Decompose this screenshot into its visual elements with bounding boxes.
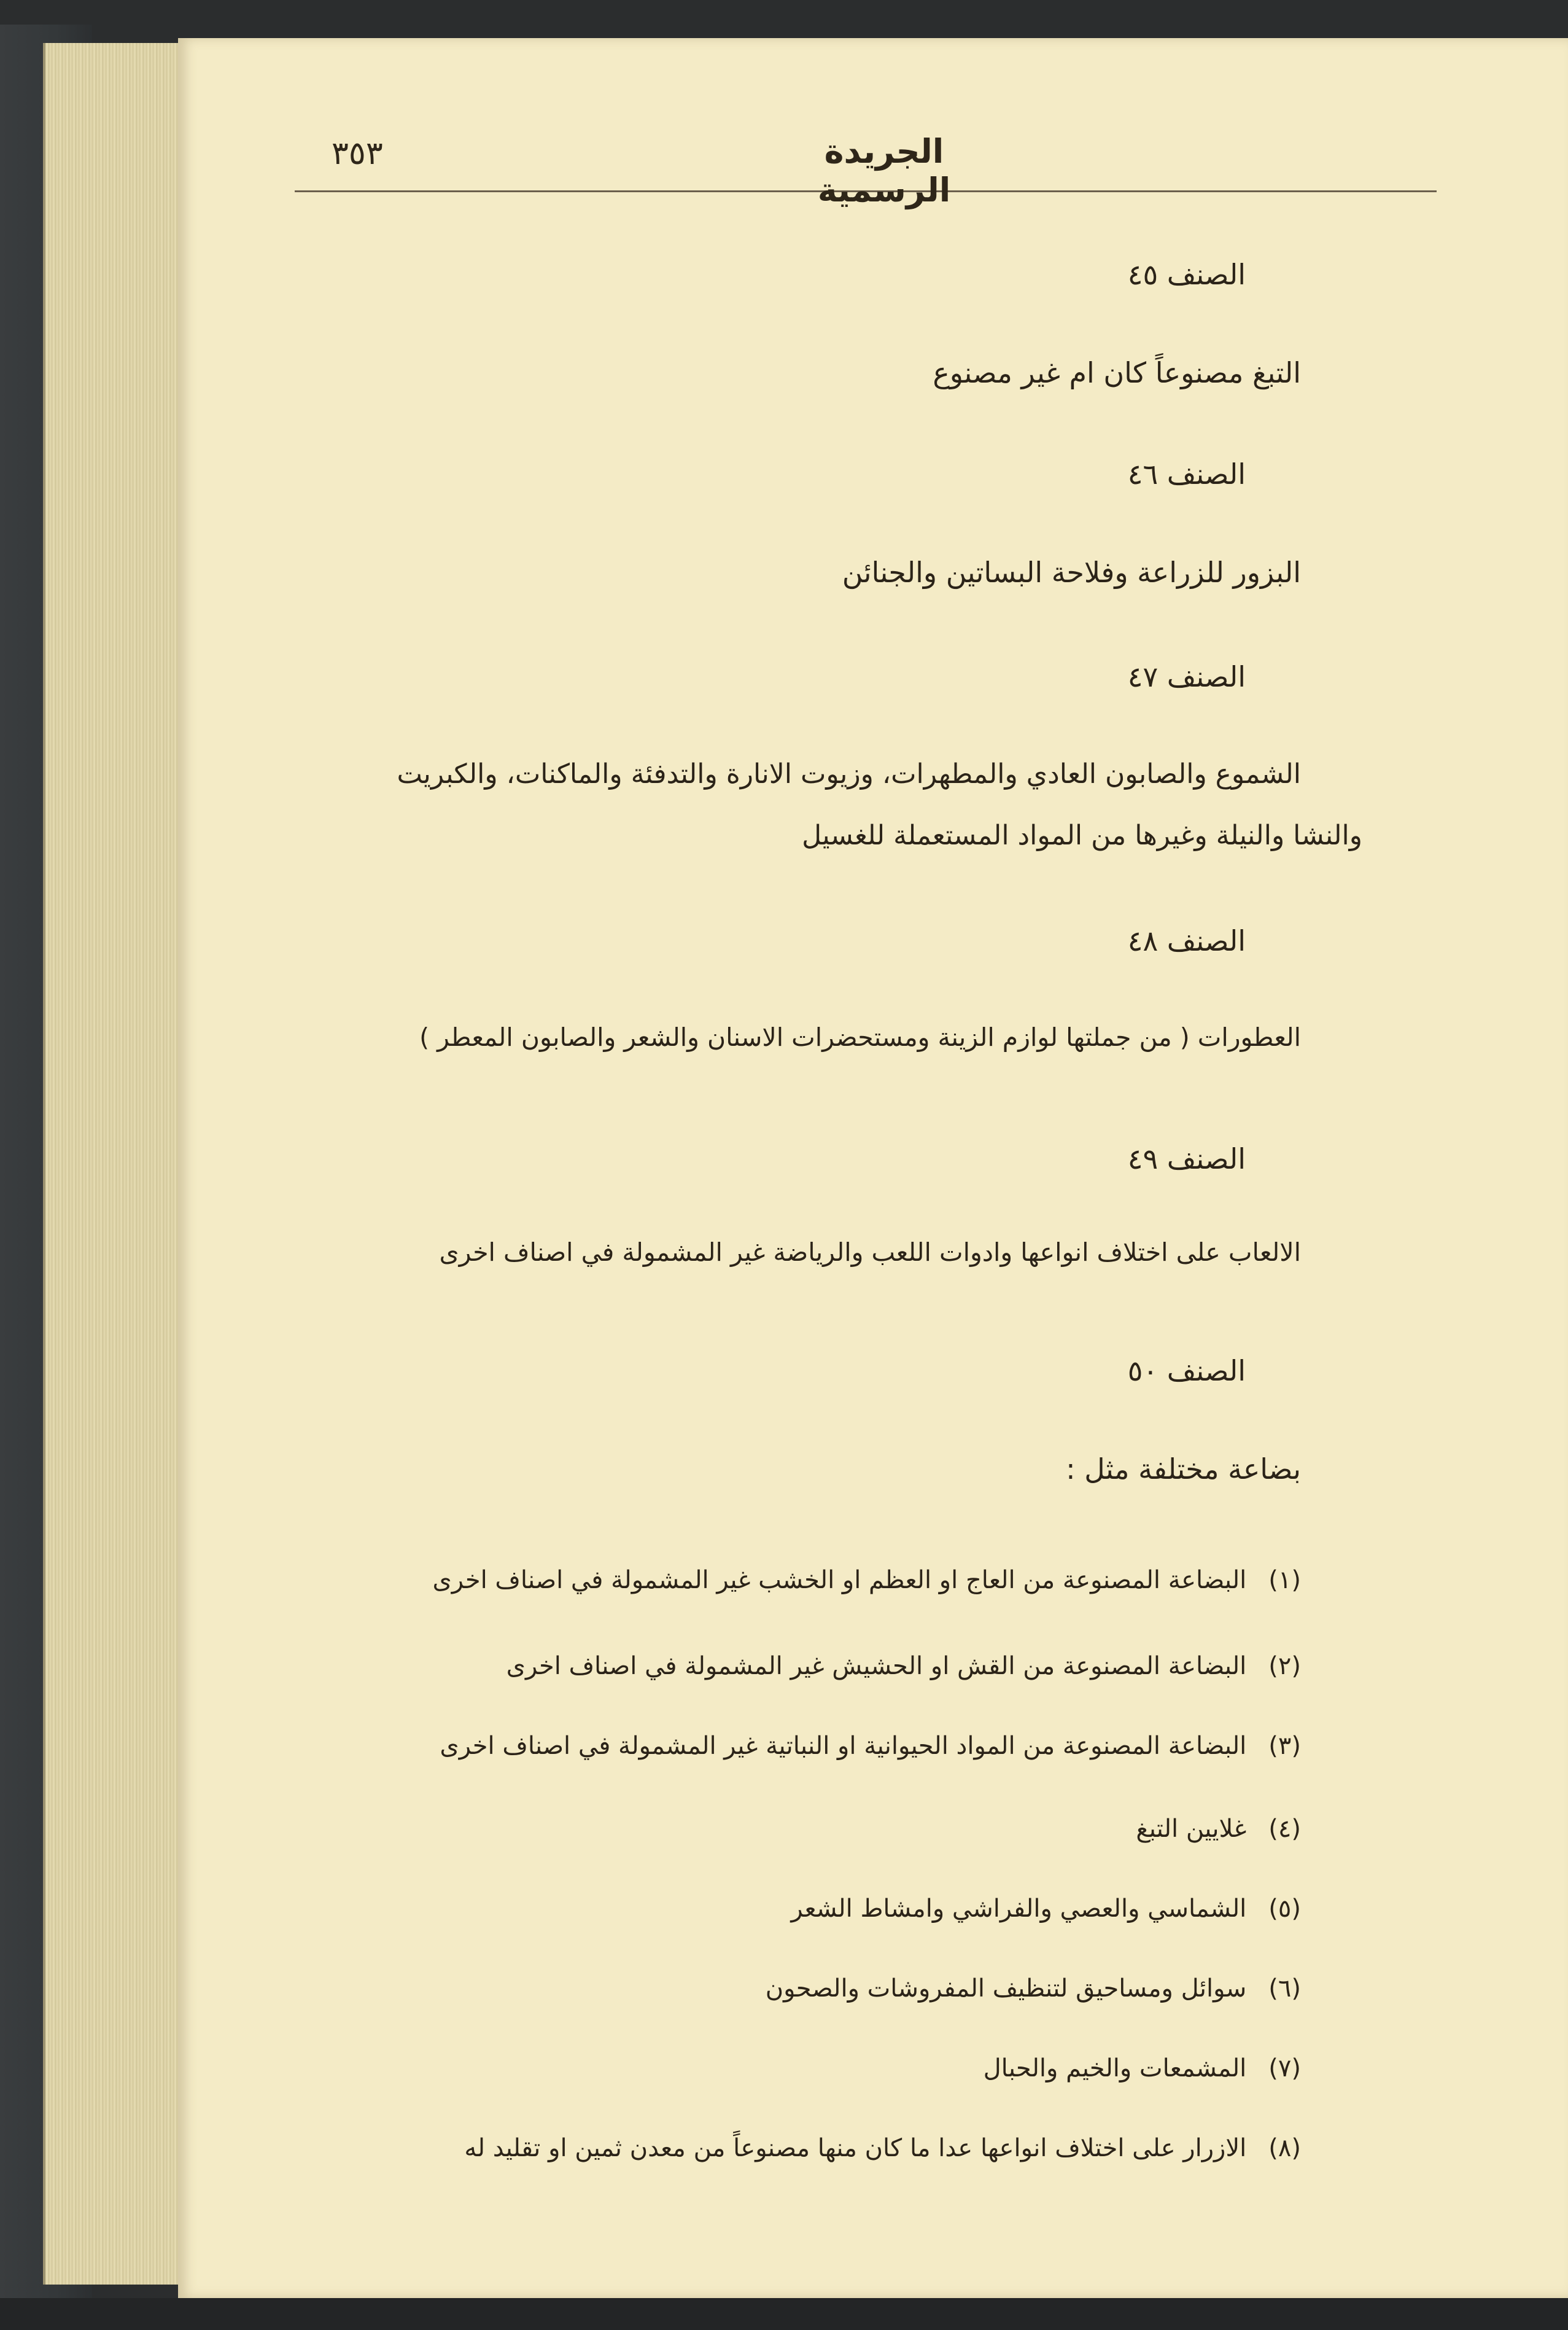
document-page [178,38,1568,2298]
section-intro-50: بضاعة مختلفة مثل : [1066,1452,1301,1486]
journal-title: الجريدة الرسمية [817,132,951,209]
section-heading-50: الصنف ٥٠ [1127,1354,1246,1387]
list-item [1136,1815,1301,1843]
section-heading-49: الصنف ٤٩ [1127,1142,1246,1175]
page-header [295,123,1437,209]
section-text-48: العطورات ( من جملتها لوازم الزينة ومستحضرات الاسنان والشعر والصابون المعطر ) [419,1023,1301,1052]
scan-border [0,2298,1568,2330]
list-item-number: (٨) [1268,2134,1301,2162]
list-item [440,1732,1301,1760]
list-item-text: البضاعة المصنوعة من العاج او العظم او الخشب غير المشمولة في اصناف اخرى [432,1566,1247,1594]
section-heading-48: الصنف ٤٨ [1127,924,1246,957]
section-text-49: الالعاب على اختلاف انواعها وادوات اللعب والرياضة غير المشمولة في اصناف اخرى [439,1237,1301,1267]
list-item [984,2054,1301,2083]
list-item-text: سوائل ومساحيق لتنظيف المفروشات والصحون [765,1974,1247,2003]
list-item-number: (٦) [1268,1974,1301,2003]
list-item-number: (٣) [1268,1732,1301,1760]
list-item [432,1566,1301,1594]
list-item-text: البضاعة المصنوعة من المواد الحيوانية او النباتية غير المشمولة في اصناف اخرى [440,1732,1247,1760]
section-heading-45: الصنف ٤٥ [1127,258,1246,291]
list-item [464,2134,1301,2162]
list-item-number: (٤) [1268,1815,1301,1843]
page-edges [43,43,184,2285]
section-text-47-line-1: الشموع والصابون العادي والمطهرات، وزيوت الانارة والتدفئة والماكنات، والكبريت [397,758,1301,790]
page-number: ٣٥٣ [332,135,383,172]
section-heading-47: الصنف ٤٧ [1127,660,1246,693]
list-item-text: الشماسي والعصي والفراشي وامشاط الشعر [791,1895,1247,1923]
list-item-number: (٢) [1268,1652,1301,1680]
section-text-45: التبغ مصنوعاً كان ام غير مصنوع [933,356,1301,389]
list-item-text: الازرار على اختلاف انواعها عدا ما كان منها مصنوعاً من معدن ثمين او تقليد له [464,2134,1247,2162]
list-item-number: (٧) [1268,2054,1301,2083]
list-item-text: غلايين التبغ [1136,1815,1247,1843]
list-item-number: (٥) [1268,1895,1301,1923]
section-text-47-line-2: والنشا والنيلة وغيرها من المواد المستعملة للغسيل [802,820,1362,851]
section-heading-46: الصنف ٤٦ [1127,458,1246,491]
section-text-46: البزور للزراعة وفلاحة البساتين والجنائن [842,556,1301,589]
list-item [506,1652,1301,1680]
list-item-text: البضاعة المصنوعة من القش او الحشيش غير المشمولة في اصناف اخرى [506,1652,1247,1680]
list-item-number: (١) [1268,1566,1301,1594]
list-item-text: المشمعات والخيم والحبال [983,2054,1247,2083]
list-item [766,1974,1301,2003]
list-item [791,1895,1301,1923]
